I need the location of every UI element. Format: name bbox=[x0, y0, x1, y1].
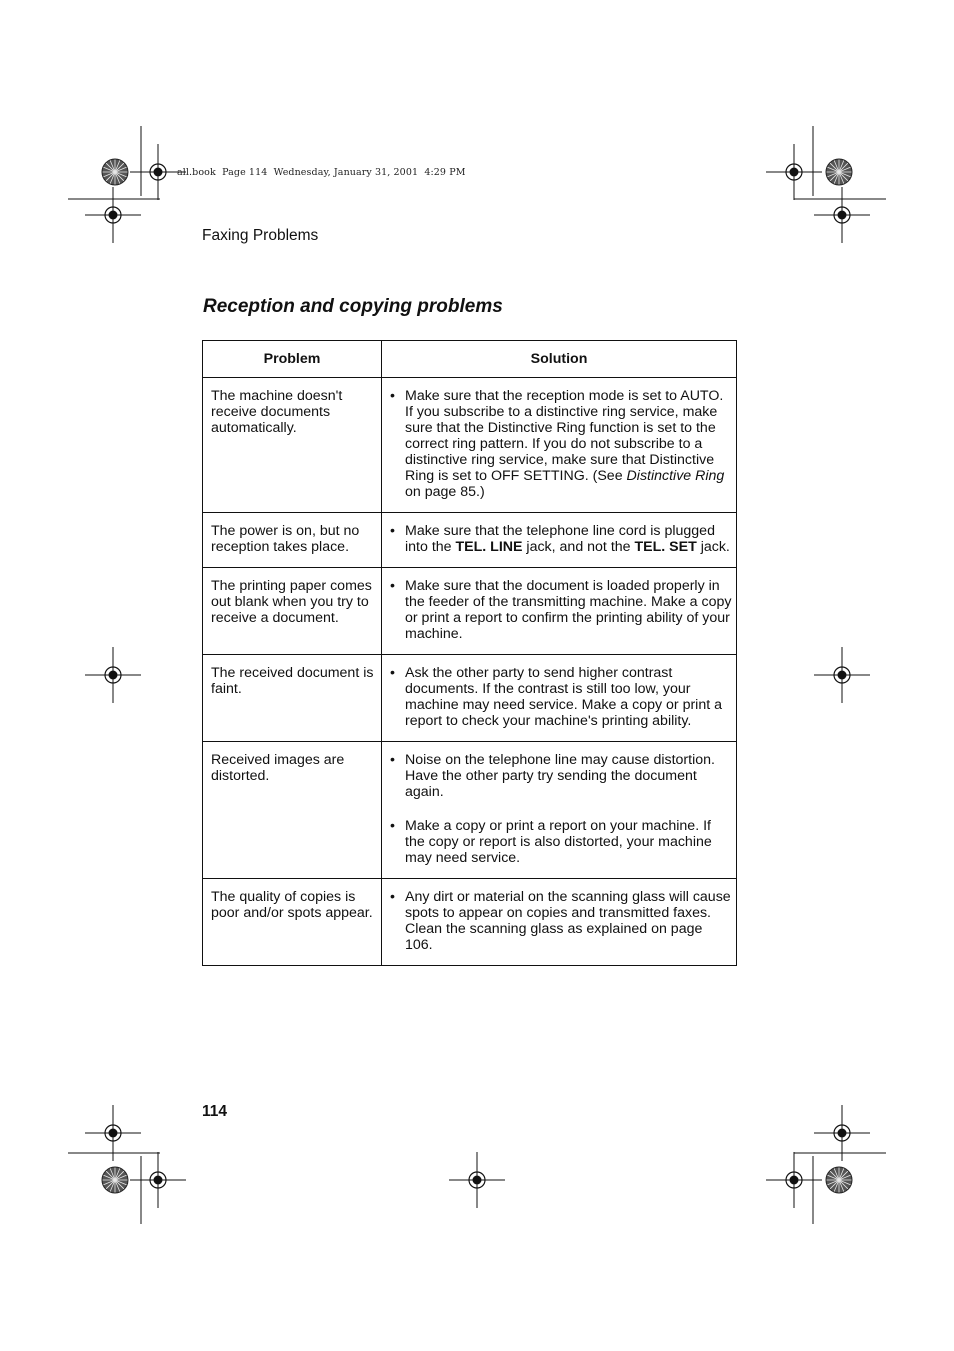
bullet-marker: • bbox=[390, 388, 395, 404]
solution-bullet bbox=[390, 889, 733, 953]
starburst-mark-top-right bbox=[826, 159, 852, 185]
solution-cell bbox=[382, 568, 737, 655]
table-row bbox=[203, 742, 737, 879]
print-slug-line: all.book Page 114 Wednesday, January 31, 2001 4:29 PM bbox=[177, 167, 466, 178]
table-row bbox=[203, 568, 737, 655]
registration-mark bbox=[85, 647, 141, 703]
solution-bullet bbox=[390, 523, 733, 555]
table-row bbox=[203, 655, 737, 742]
cross-reference: Distinctive Ring bbox=[626, 468, 725, 484]
problem-cell: The machine doesn't receive documents automatically. bbox=[203, 378, 382, 513]
registration-mark bbox=[766, 144, 822, 200]
registration-mark bbox=[449, 1152, 505, 1208]
solution-bullet bbox=[390, 578, 733, 642]
problem-cell: The power is on, but no reception takes place. bbox=[203, 513, 382, 568]
registration-mark bbox=[766, 1152, 822, 1208]
solution-cell bbox=[382, 742, 737, 879]
registration-mark bbox=[85, 187, 141, 243]
table-row bbox=[203, 378, 737, 513]
bullet-marker: • bbox=[390, 752, 395, 768]
solution-cell bbox=[382, 513, 737, 568]
problem-cell: The received document is faint. bbox=[203, 655, 382, 742]
bullet-marker: • bbox=[390, 818, 395, 834]
solution-text: Make sure that the reception mode is set to AUTO. If you subscribe to a distinctive ring service, make sure that the Distinctive Ring function is set to the correct ring pattern. If you do not subscribe to a distinctive ring service, make sure that Distinctive Ring is set to OFF SETTING. (See Distinctive Ring on page 85.) bbox=[405, 388, 725, 500]
problem-cell: Received images are distorted. bbox=[203, 742, 382, 879]
solution-cell bbox=[382, 655, 737, 742]
bullet-marker: • bbox=[390, 578, 395, 594]
solution-text: Ask the other party to send higher contrast documents. If the contrast is still too low, your machine may need service. Make a copy or print a report to check your machine's printing ability. bbox=[405, 665, 723, 729]
solution-text: Make a copy or print a report on your machine. If the copy or report is also distorted, your machine may need service. bbox=[405, 818, 712, 866]
solution-bullet bbox=[390, 665, 733, 729]
solution-bullet bbox=[390, 752, 733, 800]
bullet-marker: • bbox=[390, 889, 395, 905]
column-header-solution: Solution bbox=[382, 341, 737, 378]
starburst-mark-bottom-left bbox=[102, 1167, 128, 1193]
bullet-marker: • bbox=[390, 665, 395, 681]
starburst-mark-top-left bbox=[102, 159, 128, 185]
jack-label-tel-line: TEL. LINE bbox=[455, 539, 523, 555]
solution-cell bbox=[382, 378, 737, 513]
table-row bbox=[203, 513, 737, 568]
registration-mark bbox=[130, 1152, 186, 1208]
section-title: Reception and copying problems bbox=[203, 296, 503, 317]
running-header: Faxing Problems bbox=[202, 227, 319, 244]
solution-text: Noise on the telephone line may cause distortion. Have the other party try sending the document again. bbox=[405, 752, 715, 800]
jack-label-tel-set: TEL. SET bbox=[634, 539, 697, 555]
solution-cell bbox=[382, 879, 737, 966]
bullet-marker: • bbox=[390, 523, 395, 539]
registration-mark bbox=[814, 647, 870, 703]
solution-text: Make sure that the document is loaded properly in the feeder of the transmitting machine. Make a copy or print a report to confirm the printing ability of your machine. bbox=[405, 578, 732, 642]
problem-cell: The printing paper comes out blank when you try to receive a document. bbox=[203, 568, 382, 655]
table-row bbox=[203, 879, 737, 966]
starburst-mark-bottom-right bbox=[826, 1167, 852, 1193]
solution-text: Any dirt or material on the scanning glass will cause spots to appear on copies and transmitted faxes. Clean the scanning glass as explained on page 106. bbox=[405, 889, 731, 953]
problem-cell: The quality of copies is poor and/or spots appear. bbox=[203, 879, 382, 966]
solution-bullet bbox=[390, 388, 733, 500]
solution-text: Make sure that the telephone line cord is plugged into the TEL. LINE jack, and not the TEL. SET jack. bbox=[405, 523, 730, 555]
registration-mark bbox=[814, 187, 870, 243]
troubleshooting-table bbox=[202, 340, 737, 966]
solution-bullet bbox=[390, 818, 733, 866]
column-header-problem: Problem bbox=[203, 341, 382, 378]
page-number: 114 bbox=[202, 1103, 228, 1120]
table-header-row bbox=[203, 341, 737, 378]
